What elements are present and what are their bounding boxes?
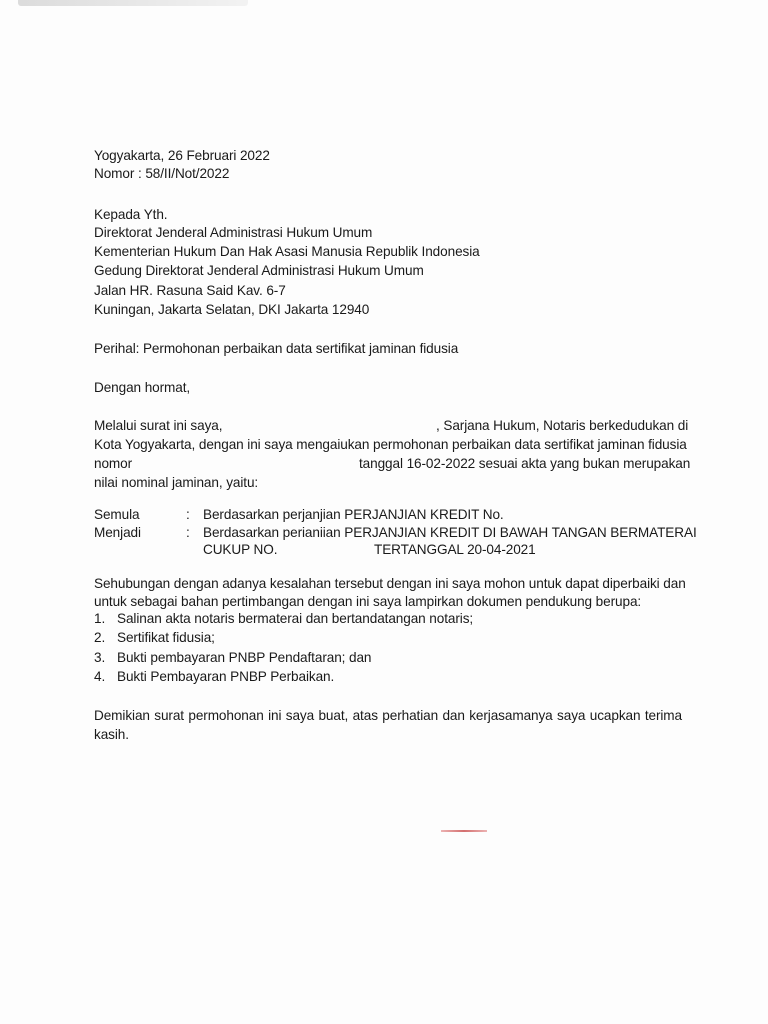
letter-number: Nomor : 58/II/Not/2022 [94, 166, 230, 181]
intro-text: Melalui surat ini saya, [94, 418, 223, 433]
recipient-line: Jalan HR. Rasuna Said Kav. 6-7 [94, 283, 286, 298]
list-item: Salinan akta notaris bermaterai dan bertandatangan notaris; [117, 611, 474, 626]
intro-text: nomor [94, 456, 133, 471]
closing-text: Demikian surat permohonan ini saya buat, atas perhatian dan kerjasamanya saya ucapkan terima [94, 708, 682, 723]
closing-text: kasih. [94, 727, 129, 742]
recipient-line: Direktorat Jenderal Administrasi Hukum Umum [94, 225, 373, 240]
intro-text: tanggal 16-02-2022 sesuai akta yang bukan merupakan [359, 456, 691, 471]
body-text: untuk sebagai bahan pertimbangan dengan ini saya lampirkan dokumen pendukung berupa: [94, 594, 642, 609]
intro-text: , Sarjana Hukum, Notaris berkedudukan di [436, 418, 689, 433]
list-number: 2. [94, 630, 106, 645]
semula-text: Berdasarkan perjanjian PERJANJIAN KREDIT No. [203, 507, 504, 522]
list-item: Sertifikat fidusia; [117, 630, 215, 645]
salutation: Dengan hormat, [94, 380, 191, 395]
recipient-line: Kementerian Hukum Dan Hak Asasi Manusia Republik Indonesia [94, 244, 480, 259]
menjadi-colon: : [186, 525, 190, 540]
body-text: Sehubungan dengan adanya kesalahan tersebut dengan ini saya mohon untuk dapat diperbaiki dan [94, 576, 686, 591]
recipient-greeting: Kepada Yth. [94, 207, 168, 222]
list-number: 1. [94, 611, 106, 626]
list-item: Bukti Pembayaran PNBP Perbaikan. [117, 669, 335, 684]
subject-line: Perihal: Permohonan perbaikan data sertifikat jaminan fidusia [94, 341, 459, 356]
semula-label: Semula [94, 507, 140, 522]
menjadi-text: TERTANGGAL 20-04-2021 [374, 542, 536, 557]
semula-colon: : [186, 507, 190, 522]
intro-text: nilai nominal jaminan, yaitu: [94, 475, 259, 490]
menjadi-text: Berdasarkan perianiian PERJANJIAN KREDIT DI BAWAH TANGAN BERMATERAI [203, 525, 697, 540]
list-item: Bukti pembayaran PNBP Pendaftaran; dan [117, 650, 372, 665]
place-date: Yogyakarta, 26 Februari 2022 [94, 148, 270, 163]
intro-text: Kota Yogyakarta, dengan ini saya mengaiukan permohonan perbaikan data sertifikat jaminan fidusia [94, 437, 687, 452]
recipient-line: Kuningan, Jakarta Selatan, DKI Jakarta 12940 [94, 302, 370, 317]
menjadi-text: CUKUP NO. [203, 542, 278, 557]
signature-mark [441, 830, 487, 832]
scan-smudge [18, 0, 248, 6]
list-number: 4. [94, 669, 106, 684]
list-number: 3. [94, 650, 106, 665]
recipient-line: Gedung Direktorat Jenderal Administrasi Hukum Umum [94, 263, 424, 278]
menjadi-label: Menjadi [94, 525, 141, 540]
